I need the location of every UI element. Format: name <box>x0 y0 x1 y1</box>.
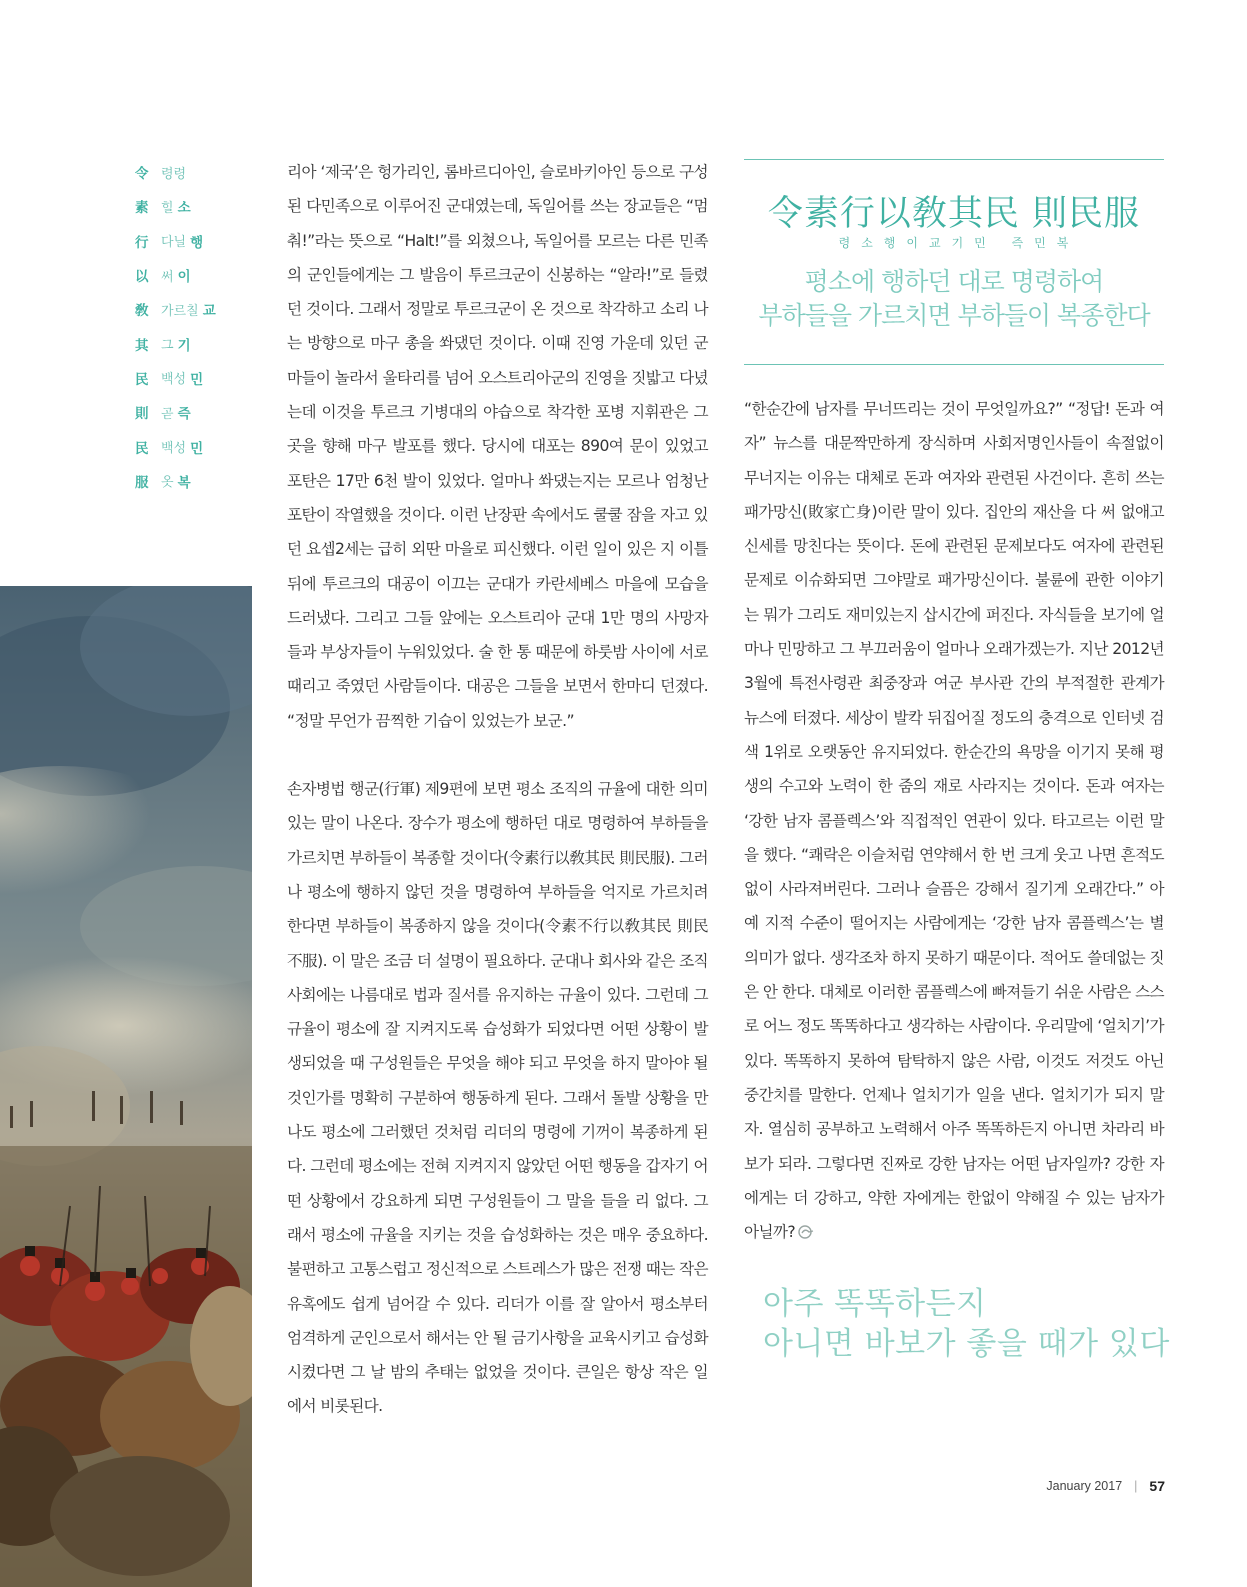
glossary-row <box>135 361 245 395</box>
glossary-hanja: 民 <box>135 440 149 457</box>
glossary-row <box>135 258 245 292</box>
end-mark-icon <box>798 1225 816 1239</box>
pull-quote-line: 아주 똑똑하든지 <box>763 1286 987 1322</box>
glossary-hanja: 素 <box>135 200 149 217</box>
glossary-row <box>135 395 245 429</box>
glossary-reading: 소 <box>177 200 191 217</box>
battle-painting-image <box>0 586 252 1587</box>
glossary-reading: 복 <box>177 474 191 491</box>
issue-date: January 2017 <box>1046 1479 1123 1493</box>
hanja-glossary <box>135 155 245 498</box>
glossary-meaning: 다닐 <box>161 235 187 251</box>
glossary-reading: 기 <box>177 337 191 354</box>
quote-translation-line: 부하들을 가르치면 부하들이 복종한다 <box>758 301 1150 330</box>
glossary-row <box>135 224 245 258</box>
glossary-reading: 민 <box>190 440 204 457</box>
quote-translation-line: 평소에 행하던 대로 명령하여 <box>804 267 1104 296</box>
glossary-hanja: 令 <box>135 166 149 183</box>
glossary-hanja: 以 <box>135 269 149 286</box>
glossary-hanja: 敎 <box>135 303 149 320</box>
glossary-hanja: 則 <box>135 406 149 423</box>
glossary-reading: 이 <box>177 269 191 286</box>
article-column-middle <box>287 155 708 1424</box>
pull-quote-line: 아니면 바보가 좋을 때가 있다 <box>763 1326 1170 1362</box>
glossary-row <box>135 464 245 498</box>
glossary-hanja: 其 <box>135 337 149 354</box>
glossary-hanja: 民 <box>135 371 149 388</box>
glossary-meaning: 힐 <box>161 200 174 216</box>
glossary-hanja: 服 <box>135 474 149 491</box>
glossary-meaning: 그 <box>161 338 174 354</box>
glossary-meaning: 백성 <box>161 441 187 457</box>
article-paragraph: 손자병법 행군(行軍) 제9편에 보면 평소 조직의 규율에 대한 의미 있는 말이 나온다. 장수가 평소에 행하던 대로 명령하여 부하들을 가르치면 부하들이 복종할 것이다(令素行以敎其民 則民服). 그러나 평소에 행하지 않던 것을 명령하여 부하들을 억지로 가르치려 한다면 부하들이 복종하지 않을 것이다(令素不行以敎其民 則民不服). 이 말은 조금 더 설명이 필요하다. 군대나 회사와 같은 조직사회에는 나름대로 법과 질서를 유지하는 규율이 있다. 그런데 그 규율이 평소에 잘 지켜지도록 습성화가 되었다면 어떤 상황이 발생되었을 때 구성원들은 무엇을 해야 되고 무엇을 하지 말아야 될 것인가를 명확히 구분하여 행동하게 된다. 그래서 돌발 상황을 만나도 평소에 그러했던 것처럼 리더의 명령에 기꺼이 복종하게 된다. 그런데 평소에는 전혀 지켜지지 않았던 어떤 행동을 갑자기 어떤 상황에서 강요하게 되면 구성원들이 그 말을 들을 리 없다. 그래서 평소에 규율을 지키는 것을 습성화하는 것은 매우 중요하다. 불편하고 고통스럽고 정신적으로 스트레스가 많은 전쟁 때는 작은 유혹에도 쉽게 넘어갈 수 있다. 리더가 이를 잘 알아서 평소부터 엄격하게 군인으로서 해서는 안 될 금기사항을 교육시키고 습성화시켰다면 그 날 밤의 추태는 없었을 것이다. 큰일은 항상 작은 일에서 비롯된다. <box>287 780 709 1416</box>
glossary-meaning: 옷 <box>161 475 174 491</box>
glossary-hanja: 行 <box>135 234 149 251</box>
article-column-right <box>744 392 1164 1249</box>
glossary-meaning: 가르칠 <box>161 303 199 319</box>
glossary-meaning: 령령 <box>161 166 187 182</box>
glossary-row <box>135 292 245 326</box>
glossary-reading: 민 <box>190 371 204 388</box>
quote-hanja: 令素行以敎其民 則民服 <box>767 194 1141 234</box>
glossary-meaning: 써 <box>161 269 174 285</box>
glossary-reading: 즉 <box>177 406 191 423</box>
article-paragraph: “한순간에 남자를 무너뜨리는 것이 무엇일까요?” “정답! 돈과 여자” 뉴스를 대문짝만하게 장식하며 사회저명인사들이 속절없이 무너지는 이유는 대체로 돈과 여자와 관련된 사건이다. 흔히 쓰는 패가망신(敗家亡身)이란 말이 있다. 집안의 재산을 다 써 없애고 신세를 망친다는 뜻이다. 돈에 관련된 문제보다도 여자에 관련된 문제로 이슈화되면 그야말로 패가망신이다. 불륜에 관한 이야기는 뭐가 그리도 재미있는지 삽시간에 퍼진다. 자식들을 보기에 얼마나 민망하고 그 부끄러움이 얼마나 오래가겠는가. 지난 2012년 3월에 특전사령관 최중장과 여군 부사관 간의 부적절한 관계가 뉴스에 터졌다. 세상이 발칵 뒤집어질 정도의 충격으로 인터넷 검색 1위로 오랫동안 유지되었다. 한순간의 욕망을 이기지 못해 평생의 수고와 노력이 한 줌의 재로 사라지는 것이다. 돈과 여자는 ‘강한 남자 콤플렉스’와 직접적인 연관이 있다. 타고르는 이런 말을 했다. “쾌락은 이슬처럼 연약해서 한 번 크게 웃고 나면 흔적도 없이 사라져버린다. 그러나 슬픔은 강해서 질기게 오래간다.” 아예 지적 수준이 떨어지는 사람에게는 ‘강한 남자 콤플렉스’는 별 의미가 없다. 생각조차 하지 못하기 때문이다. 적어도 쓸데없는 짓은 안 한다. 대체로 이러한 콤플렉스에 빠져들기 쉬운 사람은 스스로 어느 정도 똑똑하다고 생각하는 사람이다. 우리말에 ‘얼치기’가 있다. 똑똑하지 못하여 탐탁하지 않은 사람, 이것도 저것도 아닌 중간치를 말한다. 언제나 얼치기가 일을 낸다. 얼치기가 되지 말자. 열심히 공부하고 노력해서 아주 똑똑하든지 아니면 차라리 바보가 되라. 그렇다면 진짜로 강한 남자는 어떤 남자일까? 강한 자에게는 더 강하고, 약한 자에게는 한없이 약해질 수 있는 남자가 아닐까? <box>744 400 1164 1242</box>
hanja-quote-box <box>744 159 1164 365</box>
glossary-row <box>135 155 245 189</box>
glossary-row <box>135 429 245 463</box>
glossary-row <box>135 326 245 360</box>
footer-separator: | <box>1134 1479 1138 1493</box>
glossary-meaning: 곧 <box>161 406 174 422</box>
glossary-reading: 행 <box>190 234 204 251</box>
article-paragraph: 리아 ‘제국’은 헝가리인, 롬바르디아인, 슬로바키아인 등으로 구성된 다민족으로 이루어진 군대였는데, 독일어를 쓰는 장교들은 “멈춰!”라는 뜻으로 “Halt!”를 외쳤으나, 독일어를 모르는 다른 민족의 군인들에게는 그 발음이 투르크군이 신봉하는 “알라!”로 들렸던 것이다. 그래서 정말로 투르크군이 온 것으로 착각하고 소리 나는 방향으로 마구 총을 쏴댔던 것이다. 이때 진영 가운데 있던 군마들이 놀라서 울타리를 넘어 오스트리아군의 진영을 짓밟고 다녔는데 이것을 투르크 기병대의 야습으로 착각한 포병 지휘관은 그곳을 향해 마구 발포를 했다. 당시에 대포는 890여 문이 있었고 포탄은 17만 6천 발이 있었다. 얼마나 쏴댔는지는 모르나 엄청난 포탄이 작열했을 것이다. 이런 난장판 속에서도 쿨쿨 잠을 자고 있던 요셉2세는 급히 외딴 마을로 피신했다. 이런 일이 있은 지 이틀 뒤에 투르크의 대공이 이끄는 군대가 카란세베스 마을에 모습을 드러냈다. 그리고 그들 앞에는 오스트리아 군대 1만 명의 사망자들과 부상자들이 누워있었다. 술 한 통 때문에 하룻밤 사이에 서로 때리고 죽였던 사람들이다. 대공은 그들을 보면서 한마디 던졌다. “정말 무언가 끔찍한 기습이 있었는가 보군.” <box>287 163 709 730</box>
quote-reading: 령소행이교기민 즉민복 <box>838 236 1080 250</box>
pull-quote <box>763 1284 1183 1364</box>
glossary-reading: 교 <box>202 303 216 320</box>
page-footer <box>1046 1478 1165 1494</box>
glossary-meaning: 백성 <box>161 372 187 388</box>
page-number: 57 <box>1149 1478 1165 1494</box>
glossary-row <box>135 189 245 223</box>
